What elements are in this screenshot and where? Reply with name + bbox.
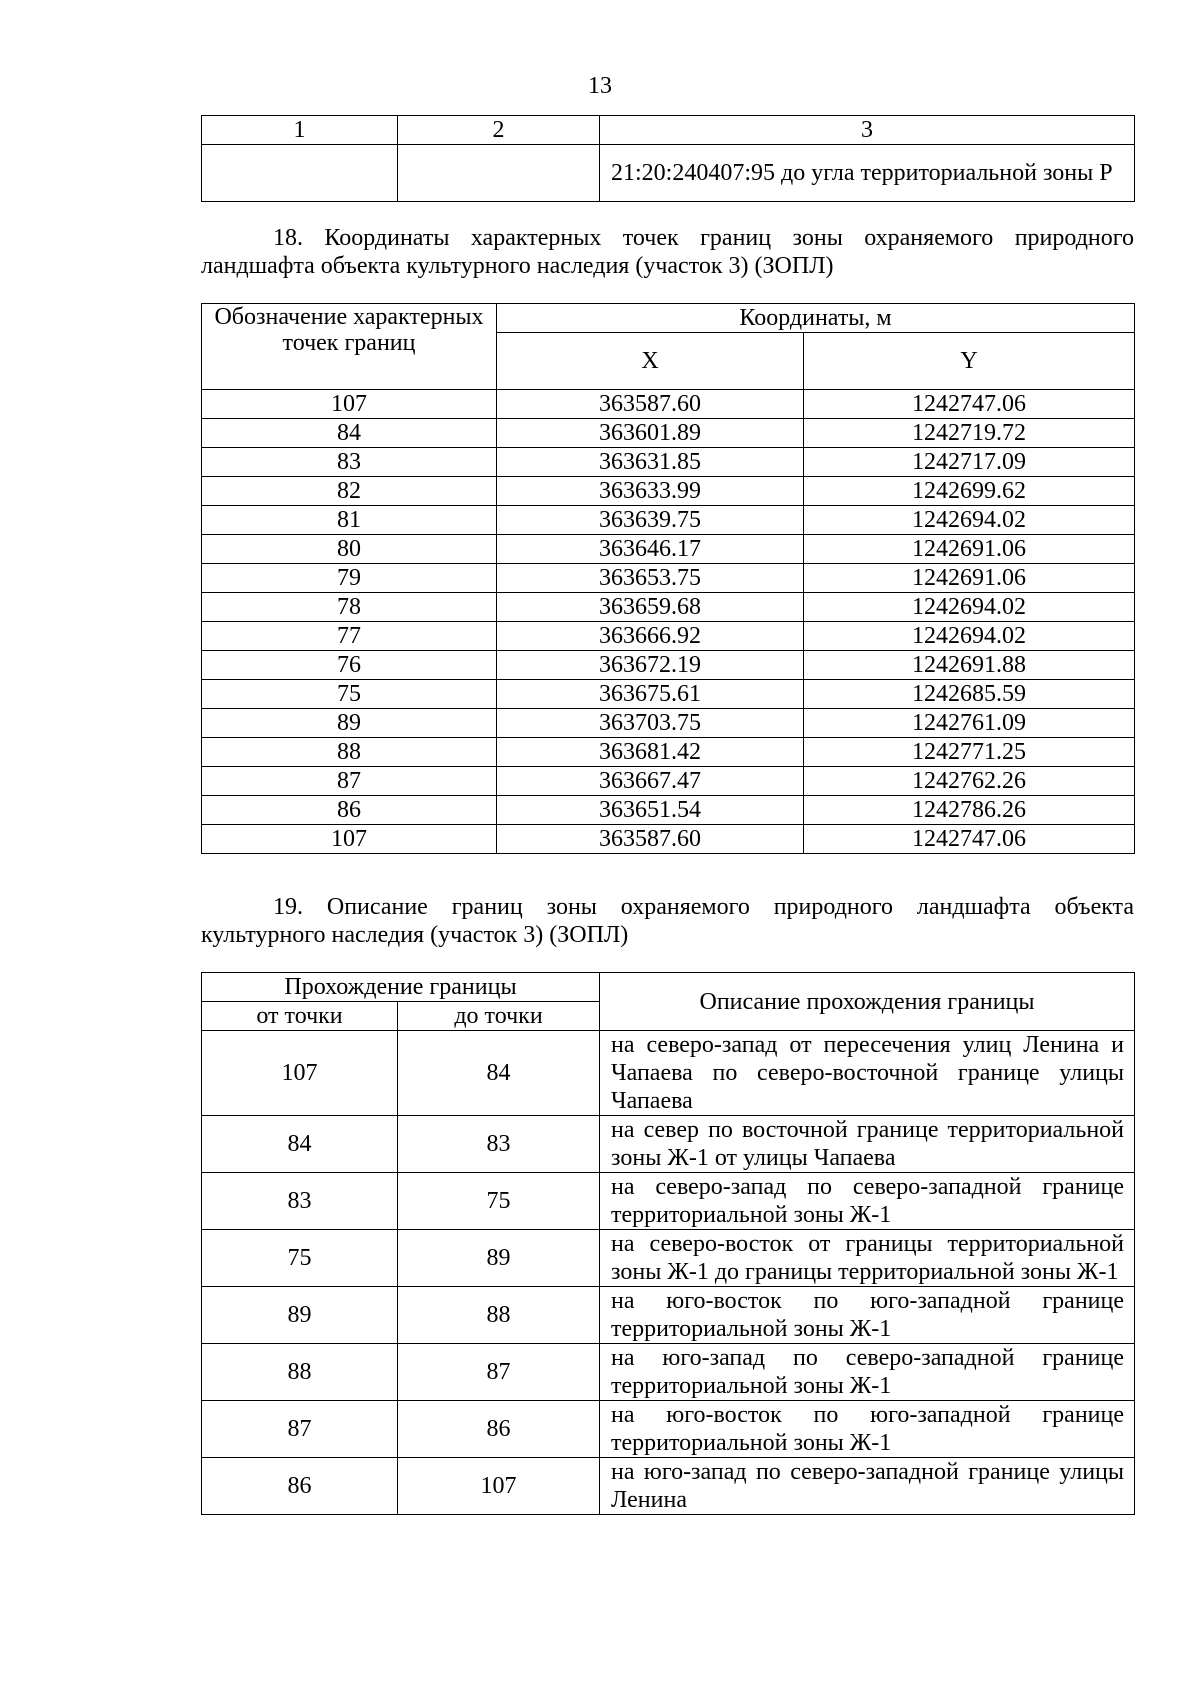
point-cell: 86 (202, 796, 497, 825)
point-cell: 87 (202, 767, 497, 796)
table-cell (398, 145, 600, 202)
table-cell (202, 145, 398, 202)
boundary-body (202, 1031, 1135, 1515)
point-cell: 84 (202, 419, 497, 448)
x-cell: 363659.68 (497, 593, 804, 622)
to-cell: 83 (398, 1116, 600, 1173)
table-row (202, 709, 1135, 738)
table-row (202, 506, 1135, 535)
from-cell: 83 (202, 1173, 398, 1230)
table-row (202, 1031, 1135, 1116)
point-cell: 81 (202, 506, 497, 535)
coordinates-table (201, 303, 1135, 854)
from-header: от точки (202, 1002, 398, 1031)
to-cell: 89 (398, 1230, 600, 1287)
table-row (202, 1458, 1135, 1515)
table-row (202, 593, 1135, 622)
x-cell: 363666.92 (497, 622, 804, 651)
point-cell: 107 (202, 825, 497, 854)
x-cell: 363681.42 (497, 738, 804, 767)
coordinates-body (202, 390, 1135, 854)
table-row (202, 1173, 1135, 1230)
point-cell: 78 (202, 593, 497, 622)
x-cell: 363587.60 (497, 825, 804, 854)
table-row (202, 1116, 1135, 1173)
to-cell: 87 (398, 1344, 600, 1401)
table-row (202, 767, 1135, 796)
from-cell: 87 (202, 1401, 398, 1458)
coords-header: Координаты, м (497, 304, 1135, 333)
to-header: до точки (398, 1002, 600, 1031)
x-cell: 363646.17 (497, 535, 804, 564)
section-18-title: 18. Координаты характерных точек границ зоны охраняемого природного ландшафта объекта культурного наследия (участок 3) (ЗОПЛ) (201, 225, 1134, 279)
description-cell: на северо-восток от границы территориальной зоны Ж-1 до границы территориальной зоны Ж-1 (600, 1230, 1135, 1287)
x-cell: 363631.85 (497, 448, 804, 477)
table-row (202, 477, 1135, 506)
table-cell: 21:20:240407:95 до угла территориальной зоны Р (600, 145, 1135, 202)
table-row (202, 738, 1135, 767)
table-row (202, 390, 1135, 419)
y-cell: 1242771.25 (804, 738, 1135, 767)
to-cell: 84 (398, 1031, 600, 1116)
point-cell: 79 (202, 564, 497, 593)
to-cell: 107 (398, 1458, 600, 1515)
description-cell: на север по восточной границе территориальной зоны Ж-1 от улицы Чапаева (600, 1116, 1135, 1173)
table-row (202, 825, 1135, 854)
table-row (202, 419, 1135, 448)
x-cell: 363653.75 (497, 564, 804, 593)
from-cell: 88 (202, 1344, 398, 1401)
y-cell: 1242699.62 (804, 477, 1135, 506)
table-row (202, 651, 1135, 680)
y-cell: 1242719.72 (804, 419, 1135, 448)
point-cell: 88 (202, 738, 497, 767)
description-cell: на юго-восток по юго-западной границе территориальной зоны Ж-1 (600, 1287, 1135, 1344)
x-cell: 363675.61 (497, 680, 804, 709)
y-cell: 1242694.02 (804, 506, 1135, 535)
point-cell: 75 (202, 680, 497, 709)
y-cell: 1242786.26 (804, 796, 1135, 825)
y-cell: 1242717.09 (804, 448, 1135, 477)
x-header: X (497, 333, 804, 390)
from-cell: 86 (202, 1458, 398, 1515)
to-cell: 88 (398, 1287, 600, 1344)
description-header: Описание прохождения границы (600, 973, 1135, 1031)
y-cell: 1242694.02 (804, 622, 1135, 651)
point-cell: 107 (202, 390, 497, 419)
description-cell: на северо-запад от пересечения улиц Ленина и Чапаева по северо-восточной границе улицы Чапаева (600, 1031, 1135, 1116)
table-row (202, 1230, 1135, 1287)
x-cell: 363639.75 (497, 506, 804, 535)
description-cell: на юго-восток по юго-западной границе территориальной зоны Ж-1 (600, 1401, 1135, 1458)
table-header-row (202, 973, 1135, 1002)
table-row (202, 1344, 1135, 1401)
point-cell: 77 (202, 622, 497, 651)
y-cell: 1242691.06 (804, 564, 1135, 593)
from-cell: 75 (202, 1230, 398, 1287)
y-cell: 1242747.06 (804, 390, 1135, 419)
column-number-3: 3 (600, 116, 1135, 145)
from-cell: 107 (202, 1031, 398, 1116)
column-number-2: 2 (398, 116, 600, 145)
table-row (202, 145, 1135, 202)
description-cell: на северо-запад по северо-западной границе территориальной зоны Ж-1 (600, 1173, 1135, 1230)
y-header: Y (804, 333, 1135, 390)
point-cell: 76 (202, 651, 497, 680)
y-cell: 1242762.26 (804, 767, 1135, 796)
y-cell: 1242691.88 (804, 651, 1135, 680)
table-row (202, 680, 1135, 709)
x-cell: 363703.75 (497, 709, 804, 738)
boundary-table (201, 972, 1135, 1515)
from-cell: 89 (202, 1287, 398, 1344)
column-number-1: 1 (202, 116, 398, 145)
description-cell: на юго-запад по северо-западной границе улицы Ленина (600, 1458, 1135, 1515)
point-cell: 80 (202, 535, 497, 564)
x-cell: 363672.19 (497, 651, 804, 680)
table-row (202, 1401, 1135, 1458)
continuation-table (201, 115, 1135, 202)
table-row (202, 796, 1135, 825)
table-row (202, 622, 1135, 651)
table-row (202, 448, 1135, 477)
page-number: 13 (588, 73, 612, 99)
point-cell: 82 (202, 477, 497, 506)
table-header-row (202, 304, 1135, 333)
table-row (202, 1287, 1135, 1344)
y-cell: 1242685.59 (804, 680, 1135, 709)
x-cell: 363601.89 (497, 419, 804, 448)
x-cell: 363651.54 (497, 796, 804, 825)
section-19-title: 19. Описание границ зоны охраняемого природного ландшафта объекта культурного наследия (участок 3) (ЗОПЛ) (201, 894, 1134, 948)
y-cell: 1242761.09 (804, 709, 1135, 738)
y-cell: 1242747.06 (804, 825, 1135, 854)
from-cell: 84 (202, 1116, 398, 1173)
table-header-row (202, 116, 1135, 145)
point-label-header: Обозначение характерных точек границ (202, 304, 497, 390)
table-row (202, 564, 1135, 593)
to-cell: 86 (398, 1401, 600, 1458)
point-cell: 83 (202, 448, 497, 477)
y-cell: 1242694.02 (804, 593, 1135, 622)
y-cell: 1242691.06 (804, 535, 1135, 564)
passage-header: Прохождение границы (202, 973, 600, 1002)
description-cell: на юго-запад по северо-западной границе территориальной зоны Ж-1 (600, 1344, 1135, 1401)
x-cell: 363667.47 (497, 767, 804, 796)
table-row (202, 535, 1135, 564)
point-cell: 89 (202, 709, 497, 738)
to-cell: 75 (398, 1173, 600, 1230)
x-cell: 363587.60 (497, 390, 804, 419)
x-cell: 363633.99 (497, 477, 804, 506)
